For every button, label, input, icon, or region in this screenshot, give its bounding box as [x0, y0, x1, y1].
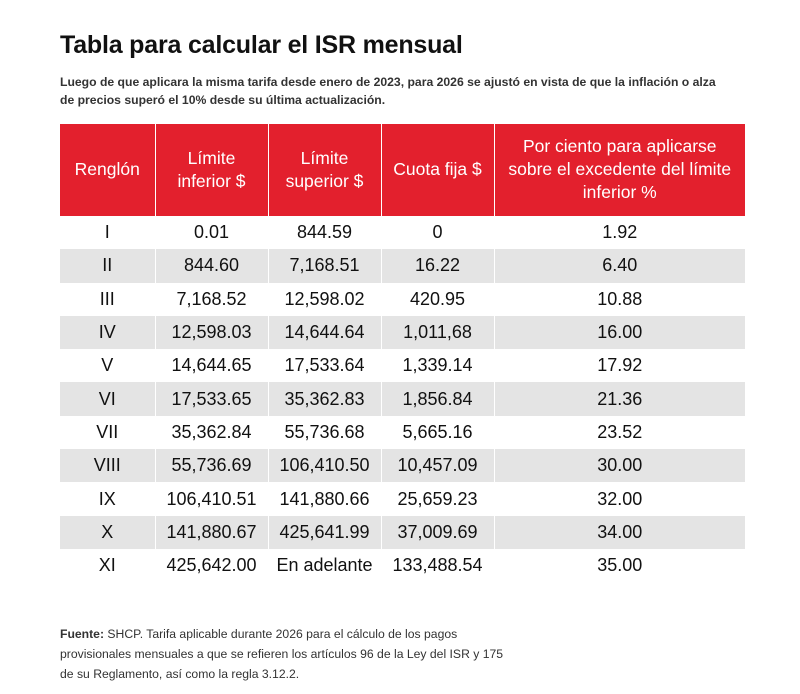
- cell-cuota-fija: 1,856.84: [381, 382, 494, 415]
- cell-cuota-fija: 1,339.14: [381, 349, 494, 382]
- cell-cuota-fija: 420.95: [381, 283, 494, 316]
- cell-limite-superior: 14,644.64: [268, 316, 381, 349]
- cell-por-ciento: 10.88: [494, 283, 745, 316]
- cell-por-ciento: 17.92: [494, 349, 745, 382]
- cell-limite-inferior: 0.01: [155, 216, 268, 249]
- header-limite-superior: Límite superior $: [268, 124, 381, 216]
- cell-renglon: II: [60, 249, 155, 282]
- cell-renglon: VI: [60, 382, 155, 415]
- cell-limite-inferior: 35,362.84: [155, 416, 268, 449]
- table-row: [60, 216, 745, 249]
- cell-limite-superior: 35,362.83: [268, 382, 381, 415]
- cell-por-ciento: 16.00: [494, 316, 745, 349]
- header-cuota-fija: Cuota fija $: [381, 124, 494, 216]
- cell-limite-inferior: 12,598.03: [155, 316, 268, 349]
- table-row: [60, 349, 745, 382]
- content: [60, 28, 745, 582]
- cell-limite-inferior: 14,644.65: [155, 349, 268, 382]
- subtitle: Luego de que aplicara la misma tarifa desde enero de 2023, para 2026 se ajustó en vista de que la inflación o alza de precios superó el 10% desde su última actualización.: [60, 75, 716, 107]
- cell-limite-inferior: 17,533.65: [155, 382, 268, 415]
- cell-renglon: I: [60, 216, 155, 249]
- footnote-label: Fuente:: [60, 627, 105, 642]
- table-header-row: [60, 124, 745, 216]
- cell-cuota-fija: 10,457.09: [381, 449, 494, 482]
- cell-limite-superior: 844.59: [268, 216, 381, 249]
- table-row: [60, 549, 745, 582]
- table-row: [60, 316, 745, 349]
- cell-renglon: VIII: [60, 449, 155, 482]
- header-limite-inferior: Límite inferior $: [155, 124, 268, 216]
- cell-limite-inferior: 425,642.00: [155, 549, 268, 582]
- cell-por-ciento: 21.36: [494, 382, 745, 415]
- cell-limite-superior: 7,168.51: [268, 249, 381, 282]
- header-renglon: Renglón: [60, 124, 155, 216]
- page-title: Tabla para calcular el ISR mensual: [60, 31, 463, 59]
- cell-por-ciento: 34.00: [494, 516, 745, 549]
- table-row: [60, 249, 745, 282]
- cell-cuota-fija: 0: [381, 216, 494, 249]
- cell-cuota-fija: 25,659.23: [381, 482, 494, 515]
- cell-renglon: IV: [60, 316, 155, 349]
- cell-limite-inferior: 7,168.52: [155, 283, 268, 316]
- cell-limite-superior: 425,641.99: [268, 516, 381, 549]
- table-row: [60, 382, 745, 415]
- cell-cuota-fija: 133,488.54: [381, 549, 494, 582]
- cell-limite-inferior: 55,736.69: [155, 449, 268, 482]
- cell-limite-inferior: 106,410.51: [155, 482, 268, 515]
- cell-limite-inferior: 844.60: [155, 249, 268, 282]
- cell-limite-superior: 12,598.02: [268, 283, 381, 316]
- cell-limite-superior: En adelante: [268, 549, 381, 582]
- cell-por-ciento: 23.52: [494, 416, 745, 449]
- table-row: [60, 283, 745, 316]
- cell-renglon: III: [60, 283, 155, 316]
- cell-limite-superior: 55,736.68: [268, 416, 381, 449]
- cell-cuota-fija: 1,011,68: [381, 316, 494, 349]
- cell-renglon: IX: [60, 482, 155, 515]
- table-row: [60, 449, 745, 482]
- header-por-ciento: Por ciento para aplicarse sobre el excedente del límite inferior %: [494, 124, 745, 216]
- isr-table: [60, 124, 745, 582]
- cell-por-ciento: 35.00: [494, 549, 745, 582]
- cell-limite-superior: 17,533.64: [268, 349, 381, 382]
- footnote-text: SHCP. Tarifa aplicable durante 2026 para el cálculo de los pagos provisionales mensuales a que se refieren los artículos 96 de la Ley del ISR y 175 de su Reglamento, así como la regla 3.12.2.: [60, 627, 504, 682]
- cell-renglon: VII: [60, 416, 155, 449]
- cell-limite-superior: 141,880.66: [268, 482, 381, 515]
- cell-renglon: XI: [60, 549, 155, 582]
- cell-limite-superior: 106,410.50: [268, 449, 381, 482]
- cell-por-ciento: 1.92: [494, 216, 745, 249]
- cell-renglon: X: [60, 516, 155, 549]
- cell-renglon: V: [60, 349, 155, 382]
- cell-por-ciento: 6.40: [494, 249, 745, 282]
- cell-cuota-fija: 5,665.16: [381, 416, 494, 449]
- cell-por-ciento: 30.00: [494, 449, 745, 482]
- table-row: [60, 516, 745, 549]
- cell-limite-inferior: 141,880.67: [155, 516, 268, 549]
- cell-por-ciento: 32.00: [494, 482, 745, 515]
- cell-cuota-fija: 16.22: [381, 249, 494, 282]
- footnote: [60, 624, 510, 684]
- cell-cuota-fija: 37,009.69: [381, 516, 494, 549]
- table-row: [60, 482, 745, 515]
- table-row: [60, 416, 745, 449]
